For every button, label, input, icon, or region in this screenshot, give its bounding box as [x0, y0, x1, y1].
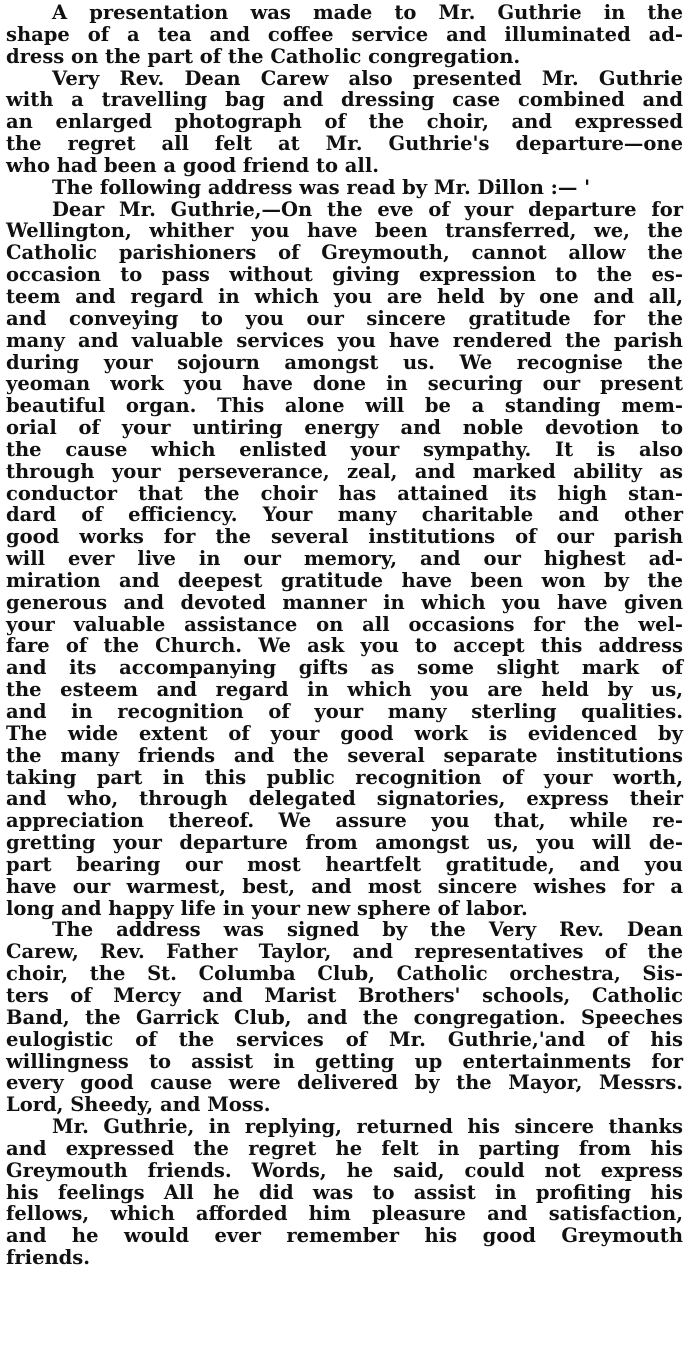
- paragraph-address-intro: [6, 177, 683, 199]
- text-line: and conveying to you our sincere gratitude for the: [6, 306, 683, 330]
- text-line: miration and deepest gratitude have been won by the: [6, 568, 683, 592]
- text-line: appreciation thereof. We assure you that, while re-: [6, 809, 683, 833]
- text-line: occasion to pass without giving expression to the es-: [6, 263, 683, 287]
- text-line: part bearing our most heartfelt gratitude, and you: [6, 852, 683, 876]
- text-line: dard of efficiency. Your many charitable and other: [6, 503, 683, 527]
- text-line: during your sojourn amongst us. We recognise the: [6, 350, 683, 374]
- text-line: teem and regard in which you are held by one and all,: [6, 284, 683, 308]
- text-line: Dear Mr. Guthrie,—On the eve of your departure for: [52, 197, 683, 221]
- text-line: ters of Mercy and Marist Brothers' schools, Catholic: [6, 983, 683, 1007]
- text-line: eulogistic of the services of Mr. Guthrie,'and of his: [6, 1027, 683, 1051]
- text-line: and in recognition of your many sterling qualities.: [6, 700, 683, 723]
- text-line: Lord, Sheedy, and Moss.: [6, 1093, 271, 1117]
- text-line: the esteem and regard in which you are held by us,: [6, 678, 683, 702]
- text-line: Carew, Rev. Father Taylor, and representatives of the: [6, 940, 683, 964]
- text-line: Greymouth friends. Words, he said, could not express: [6, 1158, 683, 1182]
- text-line: fellows, which afforded him pleasure and satisfaction,: [6, 1202, 683, 1226]
- text-line: beautiful organ. This alone will be a standing mem-: [6, 394, 683, 418]
- article-column: [6, 2, 683, 1269]
- text-line: yeoman work you have done in securing our present: [6, 372, 683, 396]
- text-line: A presentation was made to Mr. Guthrie in the: [52, 1, 683, 24]
- text-line: shape of a tea and coffee service and illuminated ad-: [6, 22, 683, 46]
- text-line: willingness to assist in getting up entertainments for: [6, 1049, 683, 1073]
- text-line: every good cause were delivered by the Mayor, Messrs.: [6, 1071, 683, 1095]
- text-line: Wellington, whither you have been transferred, we, the: [6, 219, 683, 243]
- text-line: gretting your departure from amongst us, you will de-: [6, 831, 683, 855]
- text-line: Mr. Guthrie, in replying, returned his sincere thanks: [52, 1115, 683, 1139]
- text-line: dress on the part of the Catholic congregation.: [6, 44, 521, 68]
- text-line: long and happy life in your new sphere of labor.: [6, 896, 528, 920]
- text-line: and its accompanying gifts as some slight mark of: [6, 656, 683, 680]
- text-line: your valuable assistance on all occasions for the wel-: [6, 612, 683, 636]
- text-line: an enlarged photograph of the choir, and expressed: [6, 110, 683, 134]
- text-line: will ever live in our memory, and our highest ad-: [6, 547, 683, 571]
- text-line: with a travelling bag and dressing case combined and: [6, 88, 683, 112]
- text-line: his feelings All he did was to assist in profiting his: [6, 1180, 683, 1204]
- paragraph-presentation: [6, 2, 683, 68]
- text-line: have our warmest, best, and most sincere wishes for a: [6, 874, 683, 898]
- text-line: The address was signed by the Very Rev. Dean: [52, 918, 683, 942]
- text-line: the cause which enlisted your sympathy. It is also: [6, 437, 683, 461]
- text-line: The following address was read by Mr. Dillon :— ': [52, 175, 591, 199]
- text-line: good works for the several institutions of our parish: [6, 525, 683, 549]
- text-line: the regret all felt at Mr. Guthrie's departure—one: [6, 132, 683, 156]
- text-line: conductor that the choir has attained its high stan-: [6, 481, 683, 505]
- text-line: Catholic parishioners of Greymouth, cannot allow the: [6, 241, 683, 265]
- text-line: the many friends and the several separate institutions: [6, 743, 683, 767]
- text-line: fare of the Church. We ask you to accept this address: [6, 634, 683, 658]
- paragraph-dean-carew: [6, 68, 683, 177]
- text-line: The wide extent of your good work is evidenced by: [6, 721, 683, 745]
- text-line: and he would ever remember his good Greymouth: [6, 1224, 683, 1248]
- text-line: taking part in this public recognition of your worth,: [6, 765, 683, 789]
- text-line: many and valuable services you have rendered the parish: [6, 328, 683, 352]
- paragraph-address-text: [6, 199, 683, 920]
- text-line: and expressed the regret he felt in parting from his: [6, 1136, 683, 1160]
- text-line: orial of your untiring energy and noble devotion to: [6, 416, 683, 440]
- text-line: Band, the Garrick Club, and the congregation. Speeches: [6, 1005, 683, 1029]
- text-line: choir, the St. Columba Club, Catholic orchestra, Sis-: [6, 962, 683, 986]
- text-line: who had been a good friend to all.: [6, 153, 380, 177]
- text-line: generous and devoted manner in which you have given: [6, 590, 683, 614]
- paragraph-reply: [6, 1116, 683, 1269]
- text-line: friends.: [6, 1246, 91, 1270]
- text-line: Very Rev. Dean Carew also presented Mr. Guthrie: [52, 66, 683, 90]
- paragraph-signatories: [6, 919, 683, 1116]
- text-line: and who, through delegated signatories, express their: [6, 787, 683, 811]
- text-line: through your perseverance, zeal, and marked ability as: [6, 459, 683, 483]
